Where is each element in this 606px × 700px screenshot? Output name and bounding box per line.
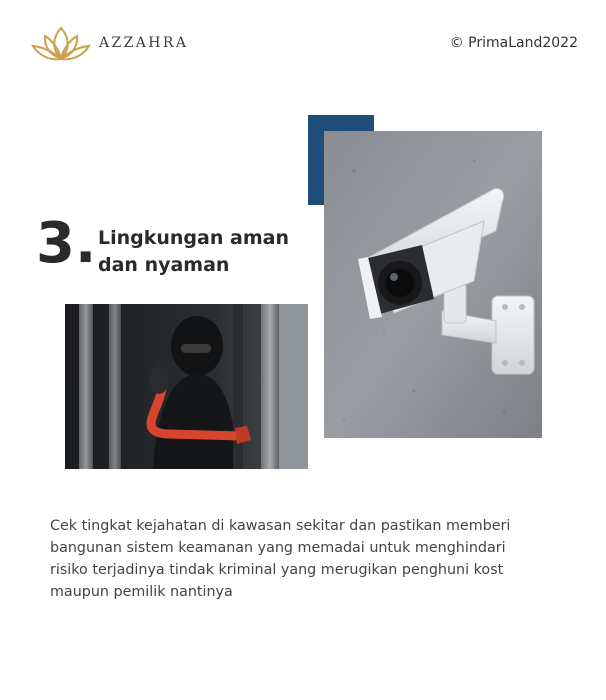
copyright-text: © PrimaLand2022 xyxy=(449,35,578,51)
section-title-line: dan nyaman xyxy=(98,254,230,276)
brand-name: AZZAHRA xyxy=(99,35,189,51)
brand-logo xyxy=(28,22,188,66)
section-title xyxy=(98,225,289,279)
section-title-line: Lingkungan aman xyxy=(98,227,289,249)
section-number: 3. xyxy=(36,211,97,276)
lotus-icon xyxy=(28,22,94,64)
body-line: Cek tingkat kejahatan di kawasan sekitar dan pastikan memberi xyxy=(50,518,511,534)
burglar-crowbar-photo xyxy=(65,304,308,469)
body-line: risiko terjadinya tindak kriminal yang merugikan penghuni kost xyxy=(50,562,504,578)
body-line: bangunan sistem keamanan yang memadai untuk menghindari xyxy=(50,540,506,556)
body-paragraph xyxy=(50,515,570,603)
body-line: maupun pemilik nantinya xyxy=(50,584,233,600)
security-camera-photo xyxy=(324,131,542,438)
